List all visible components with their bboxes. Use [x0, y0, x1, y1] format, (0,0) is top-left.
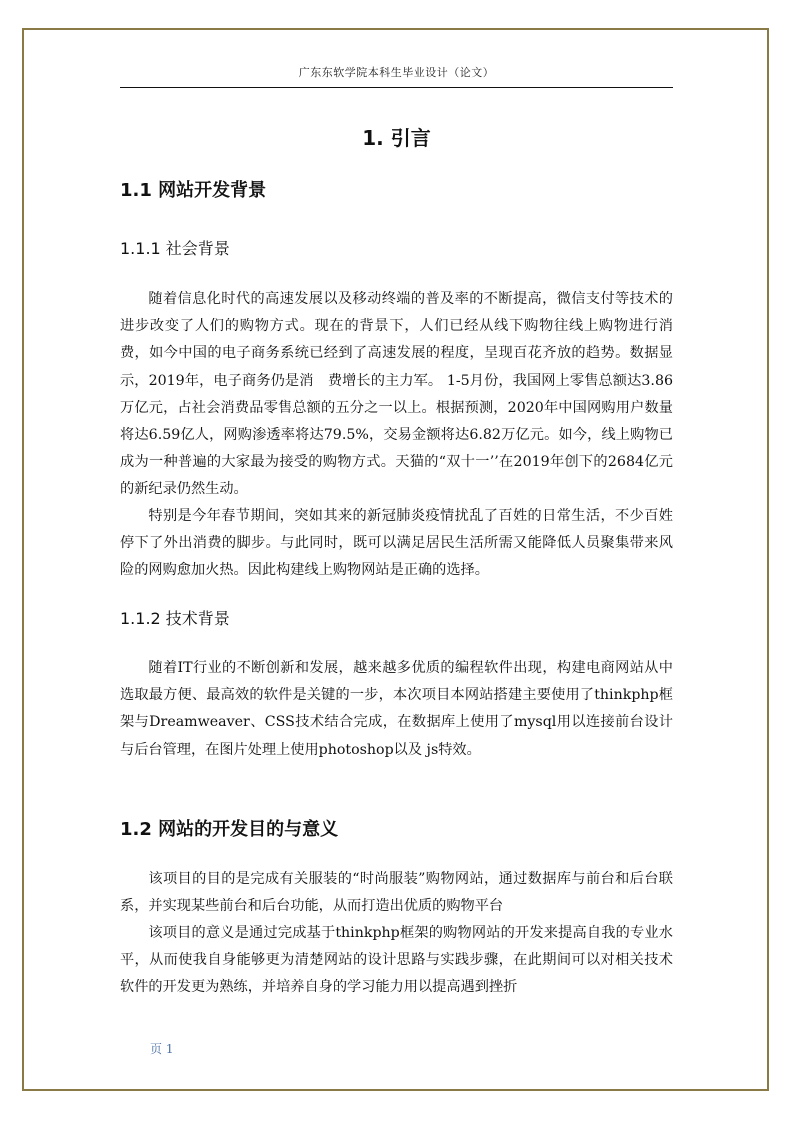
subsection-heading-1-1-2: 1.1.2 技术背景: [120, 609, 230, 628]
subsection-heading-1-1-1: 1.1.1 社会背景: [120, 239, 230, 258]
section-heading-1-1: 1.1 网站开发背景: [120, 180, 267, 201]
page-header: 广东东软学院本科生毕业设计（论文）: [120, 64, 673, 88]
section-heading-1-2: 1.2 网站的开发目的与意义: [120, 819, 339, 840]
page-number: 页 1: [150, 1042, 174, 1056]
paragraph-tech-background: 随着IT行业的不断创新和发展，越来越多优质的编程软件出现，构建电商网站从中选取最方便、最高效的软件是关键的一步，本次项目本网站搭建主要使用了thinkphp框架与Dreamweaver、CSS技术结合完成，在数据库上使用了mysql用以连接前台设计与后台管理，在图片处理上使用photoshop以及 js特效。: [120, 660, 673, 758]
paragraph-epidemic: 特别是今年春节期间，突如其来的新冠肺炎疫情扰乱了百姓的日常生活，不少百姓停下了外出消费的脚步。与此同时，既可以满足居民生活所需又能降低人员聚集带来风险的网购愈加火热。因此构建线上购物网站是正确的选择。: [120, 508, 673, 579]
chapter-title: 1. 引言: [362, 126, 431, 150]
paragraph-significance: 该项目的意义是通过完成基于thinkphp框架的购物网站的开发来提高自我的专业水平，从而使我自身能够更为清楚网站的设计思路与实践步骤，在此期间可以对相关技术软件的开发更为熟练，并培养自身的学习能力用以提高遇到挫折: [120, 925, 673, 996]
paragraph-social-background: 随着信息化时代的高速发展以及移动终端的普及率的不断提高，微信支付等技术的进步改变了人们的购物方式。现在的背景下，人们已经从线下购物往线上购物进行消费，如今中国的电子商务系统已经到了高速发展的程度，呈现百花齐放的趋势。数据显示，2019年，电子商务仍是消 费增长的主力军。 1-5月份，我国网上零售总额达3.86万亿元，占社会消费品零售总额的五分之一以上。根据预测，2020年中国网购用户数量将达6.59亿人，网购渗透率将达79.5%，交易金额将达6.82万亿元。如今，线上购物已成为一种普遍的大家最为接受的购物方式。天猫的“双十一’’在2019年创下的2684亿元的新纪录仍然生动。: [120, 291, 673, 498]
paragraph-purpose: 该项目的目的是完成有关服装的“时尚服装”购物网站，通过数据库与前台和后台联系，并实现某些前台和后台功能，从而打造出优质的购物平台: [120, 871, 673, 915]
